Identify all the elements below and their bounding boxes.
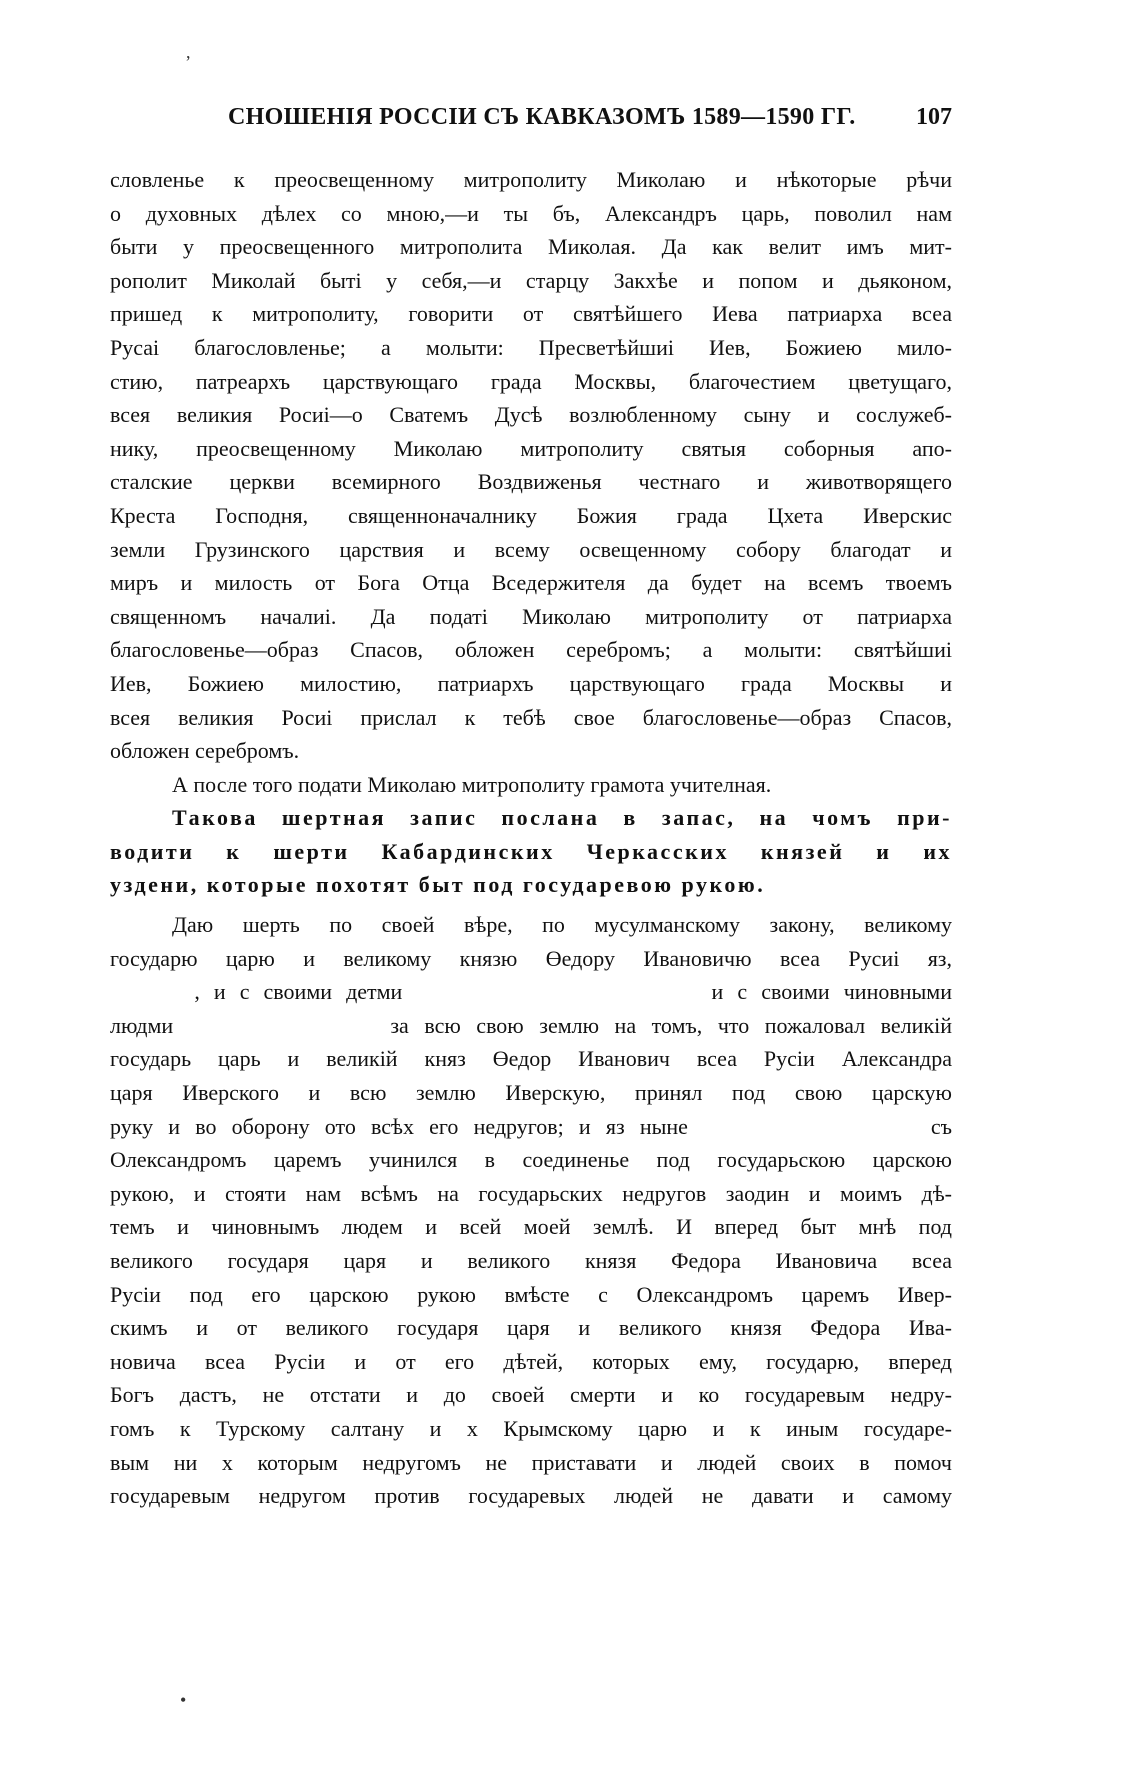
text-line: словленье к преосвещенному митрополиту Миколаю и нѣкоторые рѣчи [110, 167, 952, 192]
paragraph-1 [110, 163, 952, 768]
text-line: , и с своими детми и с своими чиновными [110, 979, 952, 1005]
text-line: Русіи под его царскою рукою вмѣсте с Олександромъ царемъ Ивер- [110, 1281, 952, 1307]
text-line: сталские церкви всемирного Воздвиженья честнаго и животворящего [110, 469, 952, 495]
text-line: Богъ дастъ, не отстати и до своей смерти и ко государевым недру- [110, 1382, 952, 1408]
text-line: Русаі благословленье; а молыти: Пресветѣйшиі Иев, Божиею мило- [110, 334, 952, 360]
text-line: людми за всю свою землю на томъ, что пожаловал великій [110, 1012, 952, 1038]
text-line: земли Грузинского царствия и всему освещенному собору благодат и [110, 536, 952, 562]
text-line: всея великия Росиі прислал к тебѣ свое благословенье—образ Спасов, [110, 704, 952, 730]
text-line: государь царь и великій княз Өедор Иванович всеа Русіи Александра [110, 1046, 952, 1072]
text-line: нику, преосвещенному Миколаю митрополиту святыя соборныя апо- [110, 435, 952, 461]
text-line: стию, патреархъ царствующаго града Москвы, благочестием цветущаго, [110, 368, 952, 394]
text-line: государю царю и великому князю Өедору Ивановичю всеа Русиі яз, [110, 945, 952, 971]
text-line: быти у преосвещенного митрополита Миколая. Да как велит имъ мит- [110, 234, 952, 260]
text-line: всея великия Росиі—о Сватемъ Дусѣ возлюбленному сыну и сослужеб- [110, 402, 952, 428]
text-line: гомъ к Турскому салтану и х Крымскому царю и к иным государе- [110, 1415, 952, 1441]
text-line: скимъ и от великого государя царя и великого князя Федора Ива- [110, 1315, 952, 1341]
paragraph-4 [110, 908, 952, 1513]
page-number: 107 [916, 104, 952, 130]
text-line: водити к шерти Кабардинских Черкасских князей и их [110, 838, 952, 864]
text-line: обложен серебромъ. [110, 738, 300, 764]
text-line: великого государя царя и великого князя Федора Ивановича всеа [110, 1248, 952, 1273]
text-line: благословенье—образ Спасов, обложен серебромъ; а молыти: святѣйшиі [110, 637, 952, 663]
text-line: вым ни х которым недругомъ не приставати и людей своих в помоч [110, 1449, 952, 1475]
text-line: Иев, Божиею милостию, патриархъ царствующаго града Москвы и [110, 670, 952, 696]
text-line: новича всеа Русіи и от его дѣтей, которых ему, государю, вперед [110, 1348, 952, 1374]
text-line: Даю шерть по своей вѣре, по мусулманскому закону, великому [172, 912, 952, 938]
paragraph-2 [110, 768, 952, 802]
text-line: уздени, которые похотят быт под государевою рукою. [110, 872, 766, 898]
text-line: о духовных дѣлех со мною,—и ты бъ, Александръ царь, поволил нам [110, 200, 952, 226]
text-line: миръ и милость от Бога Отца Вседержителя да будет на всемъ твоемъ [110, 570, 952, 596]
text-line: Такова шертная запис послана в запас, на чомъ при- [172, 805, 952, 831]
text-line: Олександромъ царемъ учинился в соединенье под государьскою царскою [110, 1147, 952, 1173]
text-line: государевым недругом против государевых людей не давати и самому [110, 1483, 952, 1509]
text-line: рукою, и стояти нам всѣмъ на государьских недругов заодин и моимъ дѣ- [110, 1180, 952, 1206]
page-body [110, 163, 952, 1513]
page-header [110, 104, 952, 136]
scan-speck-mark: , [186, 42, 191, 62]
text-line: царя Иверского и всю землю Иверскую, принял под свою царскую [110, 1080, 952, 1106]
text-line: священномъ началиі. Да податі Миколаю митрополиту от патриарха [110, 603, 952, 629]
text-line: Креста Господня, священноначалнику Божия града Цхета Иверскис [110, 502, 952, 528]
scan-speck-mark: • [180, 1690, 187, 1710]
text-line: темъ и чиновнымъ людем и всей моей землѣ. И вперед быт мнѣ под [110, 1214, 952, 1240]
paragraph-3-heading [110, 801, 952, 902]
text-line: А после того подати Миколаю митрополиту грамота учителная. [172, 771, 772, 797]
text-line: пришед к митрополиту, говорити от святѣйшего Иева патриарха всеа [110, 301, 952, 327]
text-line: руку и во оборону ото всѣх его недругов; и яз ныне съ [110, 1113, 952, 1139]
running-title: СНОШЕНІЯ РОССІИ СЪ КАВКАЗОМЪ 1589—1590 ГГ. [228, 104, 856, 130]
text-line: рополит Миколай быті у себя,—и старцу Закхѣе и попом и дьяконом, [110, 267, 952, 293]
